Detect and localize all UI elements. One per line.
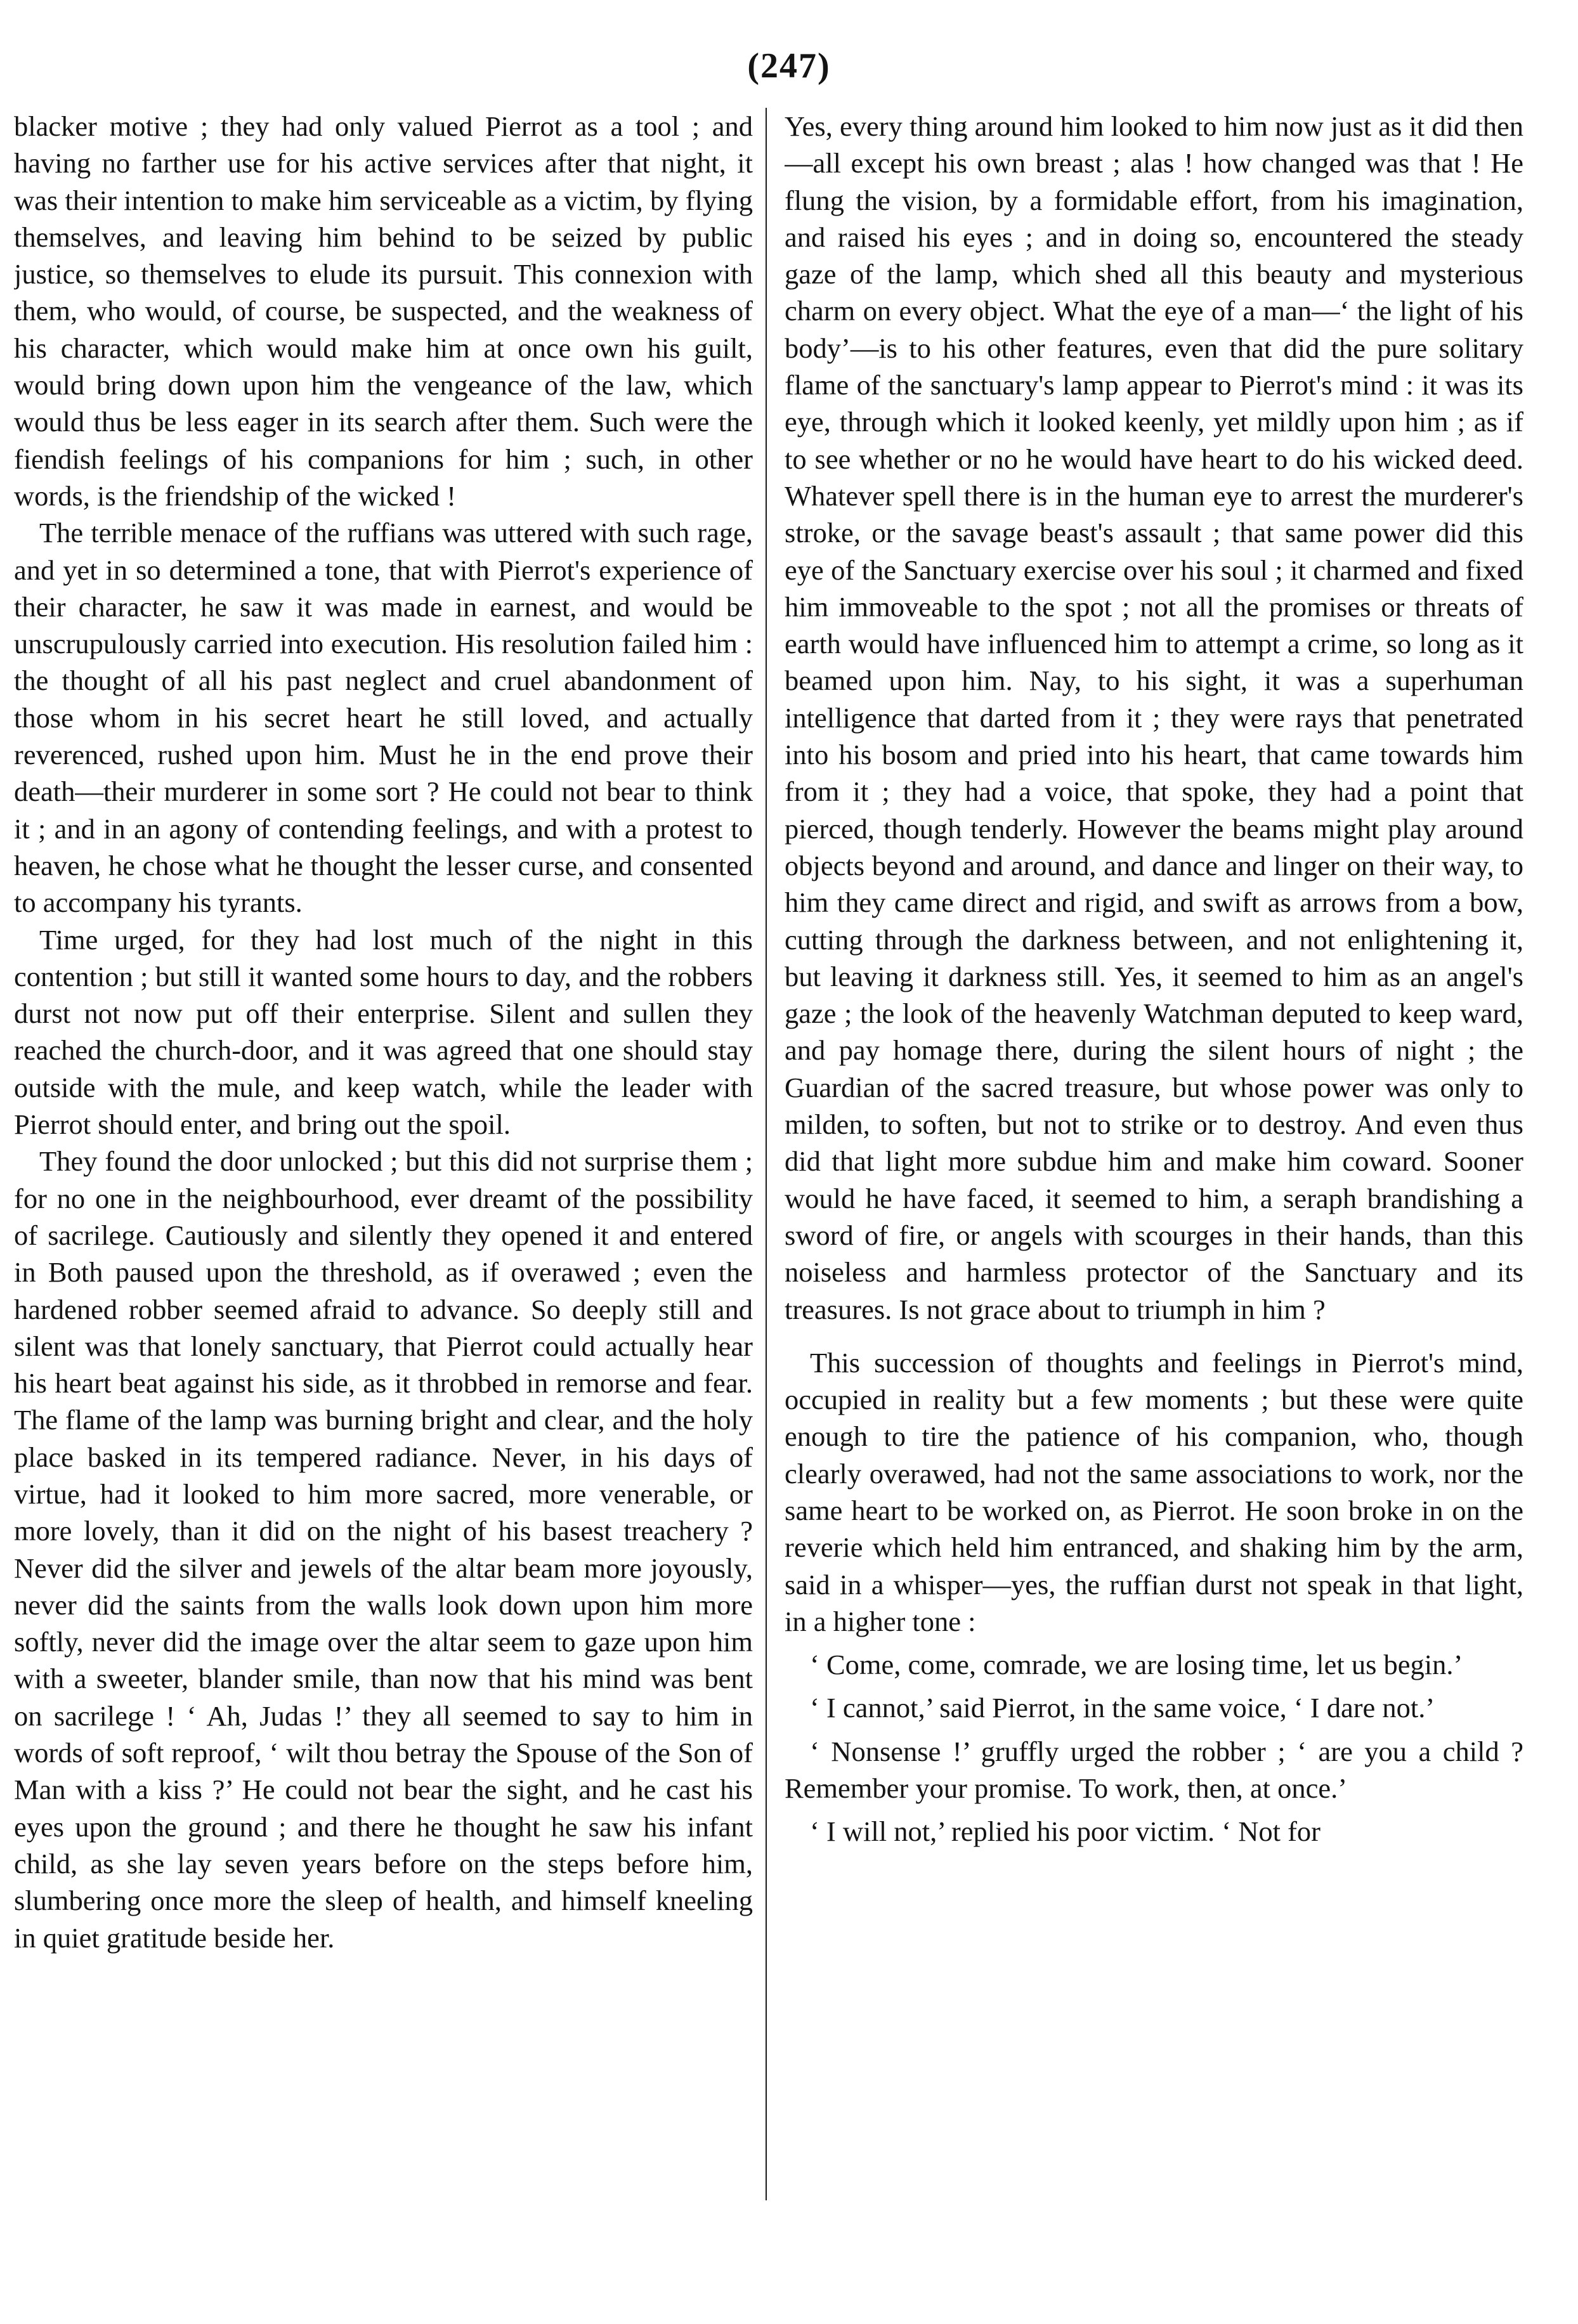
- paragraph: blacker motive ; they had only valued Pierrot as a tool ; and having no farther use for his active services after that night, it was their intention to make him serviceable as a victim, by flying themselves, and leaving him behind to be seized by public justice, so themselves to elude its pursuit. This connexion with them, who would, of course, be suspected, and the weakness of his character, which would make him at once own his guilt, would bring down upon him the vengeance of the law, which would thus be less eager in its search after them. Such were the fiendish feelings of his companions for him ; such, in other words, is the friendship of the wicked !: [14, 110, 753, 512]
- dialogue-line: ‘ Nonsense !’ gruffly urged the robber ; ‘ are you a child ? Remember your promise. To work, then, at once.’: [785, 1735, 1523, 1805]
- column-divider: [766, 108, 767, 2200]
- left-column: [14, 108, 753, 2283]
- dialogue-line: ‘ Come, come, comrade, we are losing time, let us begin.’: [810, 1649, 1463, 1681]
- paragraph: Time urged, for they had lost much of the night in this contention ; but still it wanted some hours to day, and the robbers durst not now put off their enterprise. Silent and sullen they reached the church-door, and it was agreed that one should stay outside with the mule, and keep watch, while the leader with Pierrot should enter, and bring out the spoil.: [14, 923, 753, 1141]
- dialogue-line: ‘ I cannot,’ said Pierrot, in the same voice, ‘ I dare not.’: [810, 1692, 1435, 1724]
- page-number: (247): [747, 46, 831, 86]
- dialogue-line: ‘ I will not,’ replied his poor victim. ‘ Not for: [810, 1815, 1320, 1848]
- paragraph: Yes, every thing around him looked to him now just as it did then—all except his own breast ; alas ! how changed was that ! He flung the vision, by a formidable effort, from his imagination, and raised his eyes ; and in doing so, encountered the steady gaze of the lamp, which shed all this beauty and mysterious charm on every object. What the eye of a man—‘ the light of his body’—is to his other features, even that did the pure solitary flame of the sanctuary's lamp appear to Pierrot's mind : it was its eye, through which it looked keenly, yet mildly upon him ; as if to see whether or no he would have heart to do his wicked deed. Whatever spell there is in the human eye to arrest the murderer's stroke, or the savage beast's assault ; that same power did this eye of the Sanctuary exercise over his soul ; it charmed and fixed him immoveable to the spot ; not all the promises or threats of earth would have influenced him to attempt a crime, so long as it beamed upon him. Nay, to his sight, it was a superhuman intelligence that darted from it ; they were rays that penetrated into his bosom and pried into his heart, that came towards him from it ; they had a voice, that spoke, they had a point that pierced, though tenderly. However the beams might play around objects beyond and around, and dance and linger on their way, to him they came direct and rigid, and swift as arrows from a bow, cutting through the darkness between, and not enlightening it, but leaving it darkness still. Yes, it seemed to him as an angel's gaze ; the look of the heavenly Watchman deputed to keep ward, and pay homage there, during the silent hours of night ; the Guardian of the sacred treasure, but whose power was only to milden, to soften, but not to strike or to destroy. And even thus did that light more subdue him and make him coward. Sooner would he have faced, it seemed to him, a seraph brandishing a sword of fire, or angels with scourges in their hands, than this noiseless and harmless protector of the Sanctuary and its treasures. Is not grace about to triumph in him ?: [785, 110, 1523, 1325]
- right-column: [785, 108, 1523, 2283]
- paragraph: The terrible menace of the ruffians was uttered with such rage, and yet in so determined a tone, that with Pierrot's experience of their character, he saw it was made in earnest, and would be unscrupulously carried into execution. His resolution failed him : the thought of all his past neglect and cruel abandonment of those whom in his secret heart he still loved, and actually reverenced, rushed upon him. Must he in the end prove their death—their murderer in some sort ? He could not bear to think it ; and in an agony of contending feelings, and with a protest to heaven, he chose what he thought the lesser curse, and consented to accompany his tyrants.: [14, 517, 753, 919]
- paragraph: They found the door unlocked ; but this did not surprise them ; for no one in the neighbourhood, ever dreamt of the possibility of sacrilege. Cautiously and silently they opened it and entered in Both paused upon the threshold, as if overawed ; even the hardened robber seemed afraid to advance. So deeply still and silent was that lonely sanctuary, that Pierrot could actually hear his heart beat against his side, as it throbbed in remorse and fear. The flame of the lamp was burning bright and clear, and the holy place basked in its tempered radiance. Never, in his days of virtue, had it looked to him more sacred, more venerable, or more lovely, than it did on the night of his basest treachery ? Never did the silver and jewels of the altar beam more joyously, never did the saints from the walls look down upon him more softly, never did the image over the altar seem to gaze upon him with a sweeter, blander smile, than now that his mind was bent on sacrilege ! ‘ Ah, Judas !’ they all seemed to say to him in words of soft reproof, ‘ wilt thou betray the Spouse of the Son of Man with a kiss ?’ He could not bear the sight, and he cast his eyes upon the ground ; and there he thought he saw his infant child, as she lay seven years before on the steps before him, slumbering once more the sleep of health, and himself kneeling in quiet gratitude beside her.: [14, 1145, 753, 1954]
- paragraph: This succession of thoughts and feelings in Pierrot's mind, occupied in reality but a few moments ; but these were quite enough to tire the patience of his companion, who, though clearly overawed, had not the same associations to work, nor the same heart to be worked on, as Pierrot. He soon broke in on the reverie which held him entranced, and shaking him by the arm, said in a whisper—yes, the ruffian durst not speak in that light, in a higher tone :: [785, 1346, 1523, 1637]
